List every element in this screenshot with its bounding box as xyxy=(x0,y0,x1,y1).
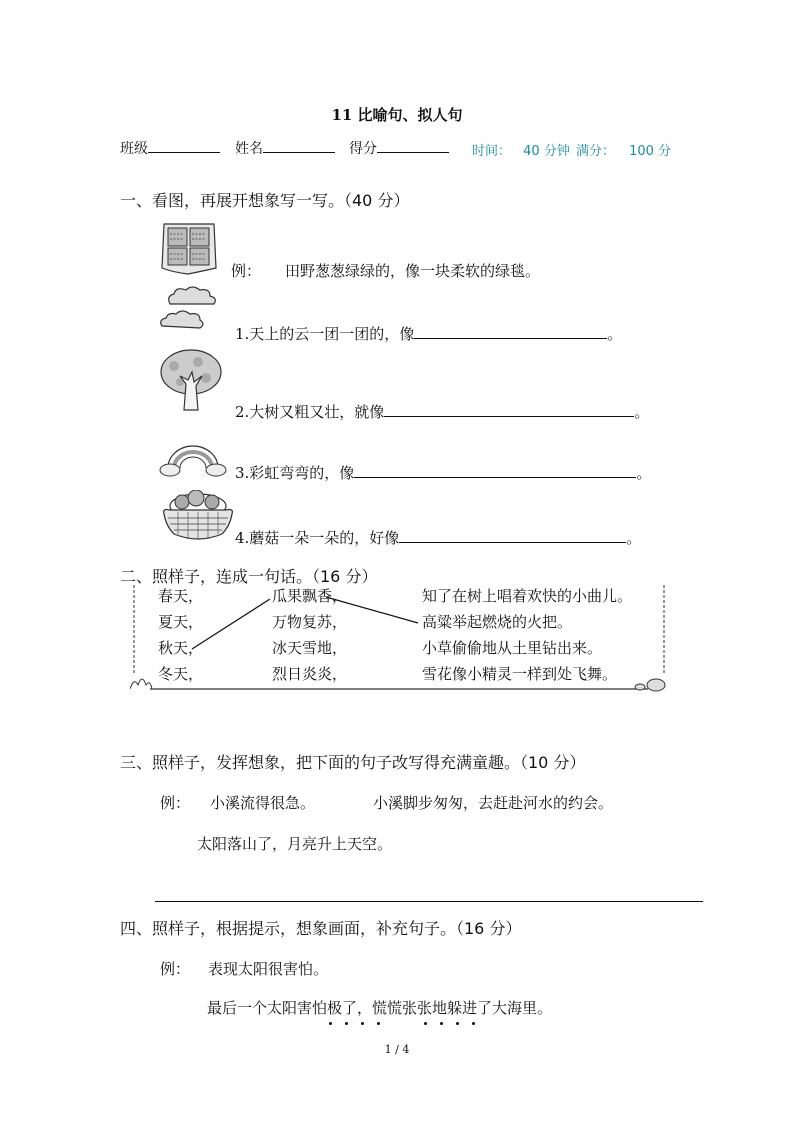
time-info xyxy=(472,140,671,159)
col1-item[interactable]: 冬天， xyxy=(158,665,204,683)
col1-item[interactable]: 夏天， xyxy=(158,613,204,631)
col3-item[interactable]: 知了在树上唱着欢快的小曲儿。 xyxy=(422,587,633,605)
section4-sentence: 最后一个太阳害怕极了，慌慌张张地躲进了大海里。 xyxy=(207,999,553,1017)
score-label: 得分 xyxy=(349,141,377,157)
item1-end: 。 xyxy=(607,325,623,343)
col2-item[interactable]: 冰天雪地， xyxy=(272,639,348,657)
item4-text: 4.蘑菇一朵一朵的，好像 xyxy=(235,529,400,547)
item2 xyxy=(235,401,649,422)
col2-item[interactable]: 烈日炎炎， xyxy=(272,665,348,683)
item3 xyxy=(235,462,651,483)
name-blank[interactable] xyxy=(263,139,335,153)
section3-heading: 三、照样子，发挥想象，把下面的句子改写得充满童趣。（10 分） xyxy=(120,753,586,772)
col3-item[interactable]: 高粱举起燃烧的火把。 xyxy=(422,613,573,631)
name-field[interactable] xyxy=(235,138,335,158)
section4-hint: 表现太阳很害怕。 xyxy=(208,960,329,978)
emphasis-dot xyxy=(440,1022,443,1025)
mushroom-basket-icon xyxy=(158,490,238,548)
score-blank[interactable] xyxy=(377,139,449,153)
time-value: 40 分钟 xyxy=(523,144,570,159)
class-label: 班级 xyxy=(120,141,148,157)
col3-item[interactable]: 小草偷偷地从土里钻出来。 xyxy=(422,639,603,657)
emphasis-dot xyxy=(329,1022,332,1025)
example-label: 例： xyxy=(231,262,262,280)
item2-end: 。 xyxy=(634,403,650,421)
page-number: 1 / 4 xyxy=(384,1043,410,1056)
item1 xyxy=(235,323,622,344)
section3-example-b: 小溪脚步匆匆，去赶赴河水的约会。 xyxy=(373,794,614,812)
emphasis-dot xyxy=(424,1022,427,1025)
item1-blank[interactable] xyxy=(414,324,607,339)
col3-item[interactable]: 雪花像小精灵一样到处飞舞。 xyxy=(422,665,618,683)
link-line-autumn xyxy=(192,599,270,649)
full-label: 满分： xyxy=(575,144,615,159)
score-field[interactable] xyxy=(349,138,449,158)
item3-end: 。 xyxy=(636,464,652,482)
time-label: 时间： xyxy=(472,144,512,159)
name-label: 姓名 xyxy=(235,141,263,157)
item3-blank[interactable] xyxy=(354,463,636,478)
section4-example-label: 例： xyxy=(160,960,191,978)
emphasis-dot xyxy=(377,1022,380,1025)
section3-example-label: 例： xyxy=(160,794,191,812)
item2-blank[interactable] xyxy=(384,402,634,417)
col2-item[interactable]: 万物复苏， xyxy=(272,613,348,631)
section4-heading: 四、照样子，根据提示，想象画面，补充句子。（16 分） xyxy=(120,919,522,938)
example-text: 田野葱葱绿绿的，像一块柔软的绿毯。 xyxy=(285,262,541,280)
class-blank[interactable] xyxy=(148,139,220,153)
item1-text: 1.天上的云一团一团的，像 xyxy=(235,325,415,343)
item3-text: 3.彩虹弯弯的，像 xyxy=(235,464,355,482)
item4 xyxy=(235,527,641,548)
col2-item[interactable]: 瓜果飘香， xyxy=(272,587,348,605)
cloud-icon xyxy=(158,284,224,334)
col1-item[interactable]: 秋天， xyxy=(158,639,204,657)
tree-icon xyxy=(158,348,224,414)
emphasis-dot xyxy=(472,1022,475,1025)
emphasis-dot xyxy=(345,1022,348,1025)
emphasis-dot xyxy=(361,1022,364,1025)
item4-blank[interactable] xyxy=(399,528,626,543)
section3-example-a: 小溪流得很急。 xyxy=(210,794,316,812)
matching-table xyxy=(130,585,668,695)
section2-heading: 二、照样子，连成一句话。（16 分） xyxy=(120,567,378,586)
section3-answer-line[interactable] xyxy=(155,901,703,902)
section3-task: 太阳落山了，月亮升上天空。 xyxy=(197,835,393,853)
full-value: 100 分 xyxy=(629,144,672,159)
field-icon xyxy=(158,220,220,276)
rainbow-icon xyxy=(158,438,228,478)
item4-end: 。 xyxy=(626,529,642,547)
col1-item[interactable]: 春天， xyxy=(158,587,204,605)
section1-heading: 一、看图，再展开想象写一写。（40 分） xyxy=(120,191,410,210)
class-field[interactable] xyxy=(120,138,220,158)
item2-text: 2.大树又粗又壮，就像 xyxy=(235,403,385,421)
page-title: 11 比喻句、拟人句 xyxy=(331,106,463,124)
emphasis-dot xyxy=(456,1022,459,1025)
